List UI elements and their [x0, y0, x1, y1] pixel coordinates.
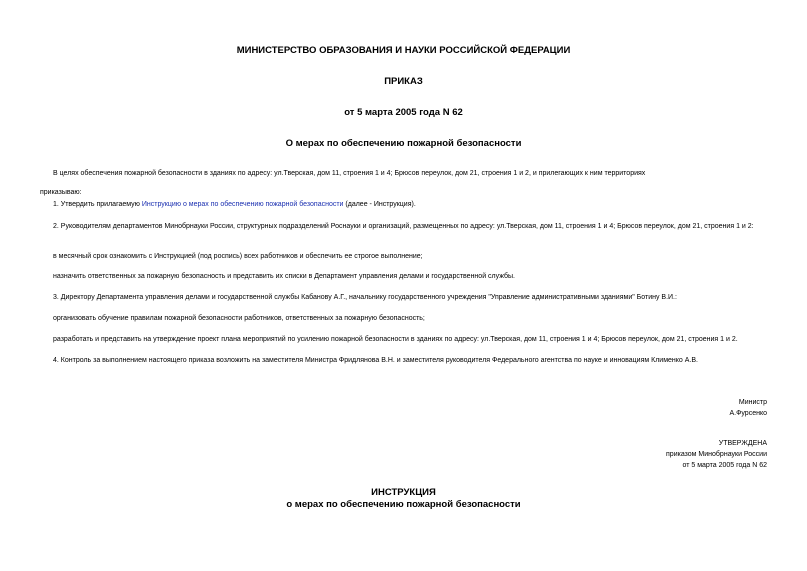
- subject-heading: О мерах по обеспечению пожарной безопасности: [285, 138, 522, 149]
- item-2: 2. Руководителям департаментов Минобрнауки России, структурных подразделений Роснауки и организаций, размещенных по адресу: ул.Тверская, дом 11, строения 1 и 4; Брюсов переулок, дом 21, строения 1 и 2:: [53, 223, 754, 230]
- item-1: [53, 200, 416, 209]
- intro-paragraph: В целях обеспечения пожарной безопасности в зданиях по адресу: ул.Тверская, дом 11, строения 1 и 4; Брюсов переулок, дом 21, строения 1 и 2, и прилегающих к ним территориях: [53, 170, 646, 177]
- item-1-prefix: 1. Утвердить прилагаемую: [53, 201, 142, 208]
- item-3a: организовать обучение правилам пожарной безопасности работников, ответственных за пожарную безопасность;: [53, 315, 425, 322]
- signature-title: Министр: [738, 399, 767, 406]
- item-2b: назначить ответственных за пожарную безопасность и представить их списки в Департамент управления делами и государственной службы.: [53, 273, 515, 280]
- order-word: приказываю:: [40, 189, 82, 196]
- approval-line-1: УТВЕРЖДЕНА: [718, 440, 767, 447]
- item-1-suffix: (далее - Инструкция).: [343, 201, 416, 208]
- ministry-heading: МИНИСТЕРСТВО ОБРАЗОВАНИЯ И НАУКИ РОССИЙСКОЙ ФЕДЕРАЦИИ: [236, 45, 571, 56]
- instruction-title: ИНСТРУКЦИЯ: [371, 487, 436, 498]
- doc-type-heading: ПРИКАЗ: [384, 76, 423, 87]
- signature-name: А.Фурсенко: [729, 410, 767, 417]
- instruction-link[interactable]: Инструкцию о мерах по обеспечению пожарной безопасности: [141, 201, 344, 208]
- approval-line-3: от 5 марта 2005 года N 62: [682, 462, 767, 469]
- date-number-heading: от 5 марта 2005 года N 62: [344, 107, 463, 118]
- item-3b: разработать и представить на утверждение проект плана мероприятий по усилению пожарной безопасности в зданиях по адресу: ул.Тверская, дом 11, строения 1 и 4; Брюсов переулок, дом 21, строения 1 и 2.: [53, 336, 738, 343]
- instruction-subtitle: о мерах по обеспечению пожарной безопасности: [286, 499, 521, 510]
- item-4: 4. Контроль за выполнением настоящего приказа возложить на заместителя Министра Фридлянова В.Н. и заместителя руководителя Федерального агентства по науке и инновациям Клименко А.В.: [53, 357, 698, 364]
- item-2a: в месячный срок ознакомить с Инструкцией (под роспись) всех работников и обеспечить ее строгое выполнение;: [53, 253, 423, 260]
- item-3: 3. Директору Департамента управления делами и государственной службы Кабанову А.Г., начальнику государственного учреждения "Управление административными зданиями" Ботину В.И.:: [53, 294, 677, 301]
- approval-line-2: приказом Минобрнауки России: [666, 451, 767, 458]
